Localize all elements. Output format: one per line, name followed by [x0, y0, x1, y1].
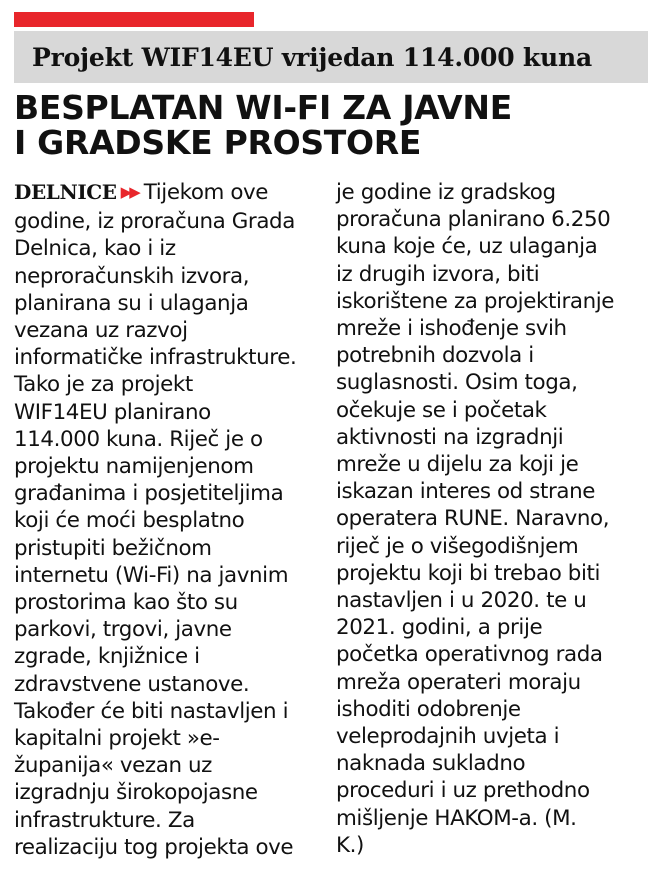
column-line-text: Delnica, kao i iz [14, 236, 176, 262]
column-line [336, 696, 642, 723]
column-line [14, 616, 320, 643]
column-line-text: Tijekom ove [143, 180, 269, 205]
column-line-text: iz drugih izvora, biti [336, 261, 540, 287]
column-line [336, 288, 642, 315]
column-line [336, 750, 642, 777]
column-line-text: realizaciju tog projekta ove [14, 834, 294, 860]
column-line-text: zgrade, knjižnice i [14, 644, 200, 670]
column-line [336, 424, 642, 451]
column-line [14, 834, 320, 861]
column-line-text: internetu (Wi-Fi) na javnim [14, 562, 289, 588]
column-line-text: prostorima kao što su [14, 590, 238, 616]
column-line-text: mreža operateri moraju [336, 669, 581, 695]
column-line-text: godine, iz proračuna Grada [14, 209, 295, 235]
column-line-text: kuna koje će, uz ulaganja [336, 234, 598, 260]
column-line [14, 507, 320, 534]
article-column-right [336, 179, 642, 859]
column-line [336, 777, 642, 804]
column-line-text: nastavljen i u 2020. te u [336, 588, 587, 614]
column-line [14, 263, 320, 290]
column-line [336, 723, 642, 750]
column-line [14, 235, 320, 262]
column-line [14, 426, 320, 453]
column-line-text: koji će moći besplatno [14, 508, 245, 534]
column-line [336, 505, 642, 532]
column-line [14, 453, 320, 480]
column-line-text: pristupiti bežičnom [14, 535, 212, 561]
column-line-text: parkovi, trgovi, javne [14, 617, 232, 643]
column-line-text: proceduri i uz prethodno [336, 778, 590, 804]
column-line-text: operatera RUNE. Naravno, [336, 506, 610, 532]
column-line [14, 317, 320, 344]
column-line-text: iskorištene za projektiranje [336, 288, 615, 314]
column-line-text: naknada sukladno [336, 751, 526, 777]
column-line-text: 114.000 kuna. Riječ je o [14, 426, 263, 452]
column-line-text: ishoditi odobrenje [336, 696, 521, 722]
column-line-text: informatičke infrastrukture. [14, 345, 297, 371]
column-line [14, 371, 320, 398]
column-line [336, 533, 642, 560]
column-line [14, 208, 320, 235]
column-line-text: mišljenje HAKOM-a. (M. [336, 805, 577, 831]
column-line-text: K.) [336, 832, 364, 858]
column-line-text: Također će biti nastavljen i [14, 698, 289, 724]
column-line [14, 399, 320, 426]
column-line [14, 179, 320, 208]
column-line [14, 290, 320, 317]
column-line-text: očekuje se i početak [336, 397, 547, 423]
column-line-text: je godine iz gradskog [336, 180, 556, 205]
headline-line-2: I GRADSKE PROSTORE [14, 123, 422, 162]
column-line [336, 397, 642, 424]
article-column-left [14, 179, 320, 861]
headline-line-1: BESPLATAN WI-FI ZA JAVNE [14, 88, 512, 127]
column-line-text: projektu koji bi trebao biti [336, 560, 601, 586]
column-line [336, 369, 642, 396]
column-line-text: 2021. godini, a prije [336, 615, 543, 641]
dateline: DELNICE [14, 180, 117, 204]
kicker-text: Projekt WIF14EU vrijedan 114.000 kuna [32, 42, 592, 72]
column-line [14, 807, 320, 834]
column-line-text: građanima i posjetiteljima [14, 481, 284, 507]
double-arrow-right-icon: ▶▶ [120, 183, 138, 201]
column-line-text: iskazan interes od strane [336, 479, 595, 505]
column-line [14, 643, 320, 670]
column-line-text: WIF14EU planirano [14, 399, 211, 425]
column-line-text: početka operativnog rada [336, 642, 603, 668]
column-line [336, 478, 642, 505]
column-line [336, 614, 642, 641]
column-line-text: aktivnosti na izgradnji [336, 424, 564, 450]
column-line-text: mreže i ishođenje svih [336, 316, 567, 342]
column-line [336, 641, 642, 668]
column-line-text: projektu namijenjenom [14, 454, 254, 480]
column-line [336, 233, 642, 260]
column-line-text: veleprodajnih uvjeta i [336, 724, 560, 750]
column-line-text: županija« vezan uz [14, 753, 213, 779]
column-line-text: suglasnosti. Osim toga, [336, 370, 578, 396]
column-line [14, 752, 320, 779]
column-line-text: infrastrukture. Za [14, 807, 195, 833]
column-line-text: izgradnju širokopojasne [14, 780, 258, 806]
column-line [14, 562, 320, 589]
column-line [14, 480, 320, 507]
column-line [14, 779, 320, 806]
column-line [336, 805, 642, 832]
column-line-text: neproračunskih izvora, [14, 263, 250, 289]
column-line [336, 560, 642, 587]
kicker-banner [14, 31, 648, 83]
column-line [14, 589, 320, 616]
column-line-text: potrebnih dozvola i [336, 343, 534, 369]
column-line-text: Tako je za projekt [14, 372, 193, 398]
column-line-text: riječ je o višegodišnjem [336, 533, 579, 559]
column-line [14, 725, 320, 752]
column-line [336, 587, 642, 614]
column-line [14, 698, 320, 725]
column-line-text: vezana uz razvoj [14, 318, 188, 344]
column-line [336, 832, 642, 859]
section-color-bar [14, 12, 254, 27]
column-line-text: kapitalni projekt »e- [14, 726, 220, 752]
column-line [14, 671, 320, 698]
column-line [14, 535, 320, 562]
column-line [336, 451, 642, 478]
article-headline [14, 90, 654, 160]
column-line [336, 669, 642, 696]
column-line [336, 206, 642, 233]
column-line [336, 179, 642, 206]
column-line-text: zdravstvene ustanove. [14, 671, 250, 697]
column-line-text: planirana su i ulaganja [14, 290, 249, 316]
column-line [14, 344, 320, 371]
column-line-text: proračuna planirano 6.250 [336, 207, 611, 233]
column-line [336, 342, 642, 369]
column-line [336, 315, 642, 342]
column-line-text: mreže u dijelu za koji je [336, 452, 579, 478]
column-line [336, 261, 642, 288]
